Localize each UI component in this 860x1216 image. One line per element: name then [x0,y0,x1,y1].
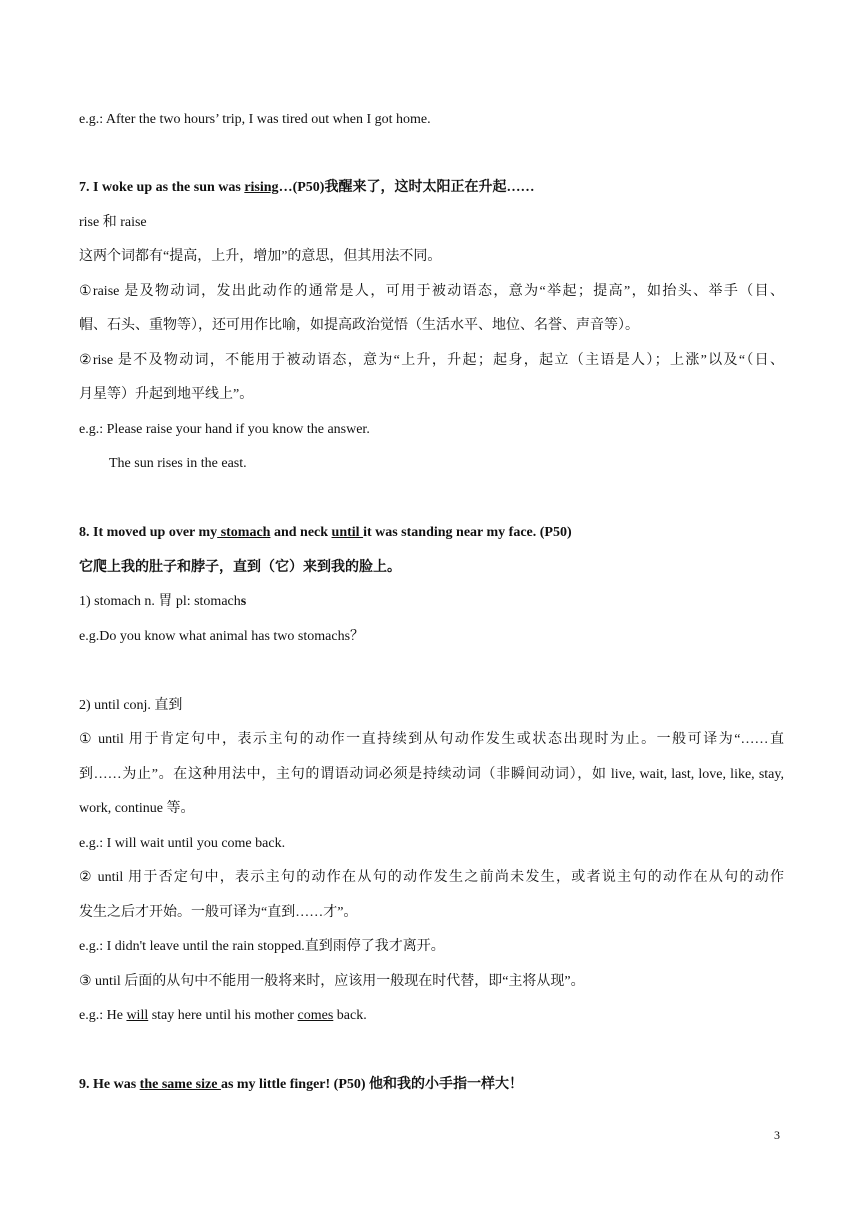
body-text: work, continue 等。 [79,801,195,816]
example-sentence: e.g.: He will stay here until his mother comes back. [79,1008,367,1023]
body-text: ③ until 后面的从句中不能用一般将来时，应该用一般现在时代替，即“主将从现”。 [79,974,585,989]
underlined-word: comes [297,1008,334,1023]
body-text: ② until 用于否定句中，表示主句的动作在从句的动作发生之前尚未发生，或者说主句的动作在从句的动作 [79,870,784,885]
body-text: ①raise 是及物动词，发出此动作的通常是人，可用于被动语态，意为“举起；提高”，如抬头、举手（目、 [79,284,784,299]
underlined-word: the same size [139,1077,221,1092]
section-heading-9: 9. He was the same size as my little finger! (P50) 他和我的小手指一样大！ [79,1077,524,1092]
example-sentence: e.g.: Please raise your hand if you know the answer. [79,422,370,437]
body-text: 到……为止”。在这种用法中，主句的谓语动词必须是持续动词（非瞬间动词），如 live, wait, last, love, like, stay, [79,767,784,782]
body-text: 帽、石头、重物等），还可用作比喻，如提高政治觉悟（生活水平、地位、名誉、声音等）。 [79,318,639,333]
vocab-entry: 1) stomach n. 胃 pl: stomachs [79,594,247,609]
example-sentence: e.g.: I will wait until you come back. [79,836,286,851]
body-text: ① until 用于肯定句中，表示主句的动作一直持续到从句动作发生或状态出现时为止。一般可译为“……直 [79,732,784,747]
section-heading-7: 7. I woke up as the sun was rising…(P50)我醒来了，这时太阳正在升起…… [79,180,535,195]
underlined-word: will [126,1008,149,1023]
body-text: 发生之后才开始。一般可译为“直到……才”。 [79,905,358,920]
body-text: 这两个词都有“提高，上升，增加”的意思，但其用法不同。 [79,249,442,264]
body-text: 月星等）升起到地平线上”。 [79,387,254,402]
example-sentence: The sun rises in the east. [109,456,247,471]
vocab-entry: 2) until conj. 直到 [79,698,183,713]
example-sentence: e.g.: After the two hours’ trip, I was tired out when I got home. [79,112,431,127]
example-sentence: e.g.: I didn't leave until the rain stopped.直到雨停了我才离开。 [79,939,445,954]
underlined-word: stomach [217,525,271,540]
body-text: ②rise 是不及物动词，不能用于被动语态，意为“上升，升起；起身，起立（主语是人）；上涨”以及“（日、 [79,353,784,368]
page-number: 3 [774,1128,780,1142]
section-translation: 它爬上我的肚子和脖子，直到（它）来到我的脸上。 [79,560,401,575]
underlined-word: until [331,525,364,540]
section-heading-8: 8. It moved up over my stomach and neck until it was standing near my face. (P50) [79,525,572,540]
example-sentence: e.g.Do you know what animal has two stomachs？ [79,629,365,644]
underlined-word: rising [244,180,279,195]
subheading: rise 和 raise [79,215,147,230]
